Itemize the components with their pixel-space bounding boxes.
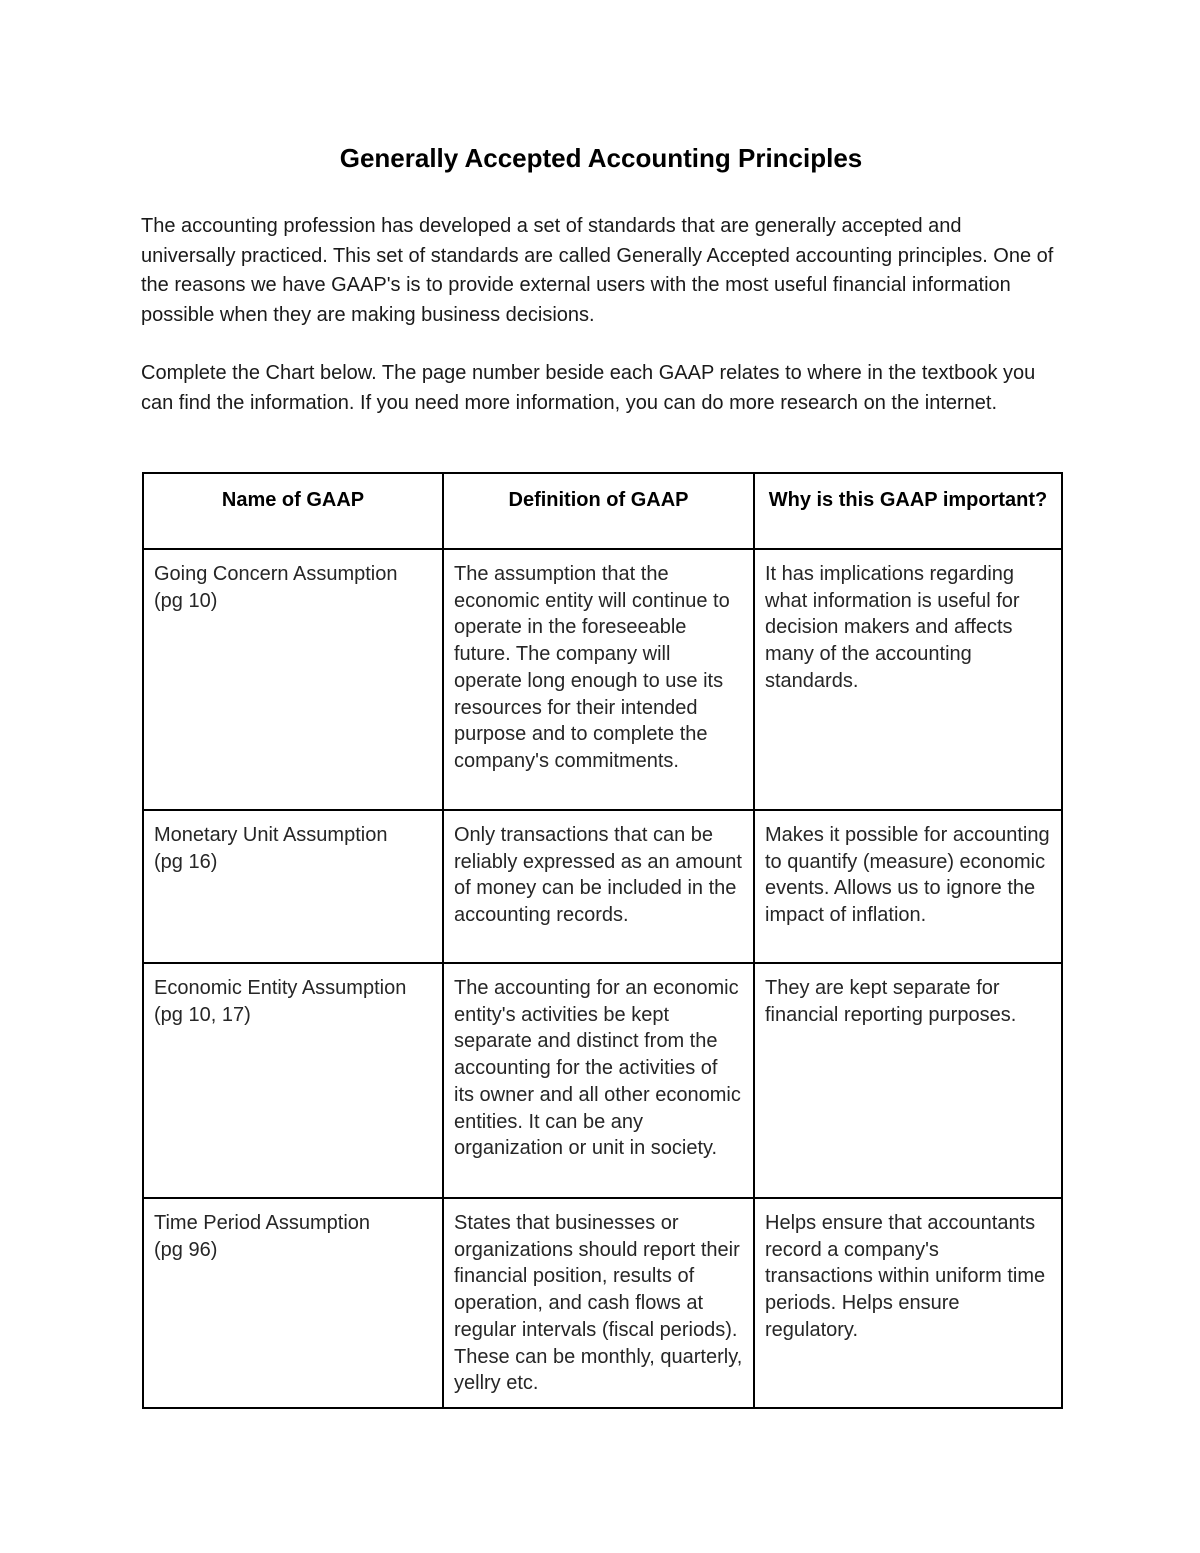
gaap-definition-cell: The assumption that the economic entity will continue to operate in the foreseeable future. The company will operate long enough to use its resources for their intended purpose and to complete the company's commitments.: [443, 549, 754, 810]
gaap-name-cell: [143, 963, 443, 1198]
gaap-definition-cell: The accounting for an economic entity's activities be kept separate and distinct from the accounting for the activities of its owner and all other economic entities. It can be any organization or unit in society.: [443, 963, 754, 1198]
document-body: [141, 138, 1061, 418]
table-row: [143, 810, 1062, 963]
gaap-page-ref: (pg 10, 17): [154, 1003, 251, 1026]
table-row: [143, 1198, 1062, 1408]
gaap-page-ref: (pg 96): [154, 1238, 218, 1261]
table-header-row: [143, 473, 1062, 549]
table-row: [143, 549, 1062, 810]
intro-paragraph: The accounting profession has developed a set of standards that are generally accepted and universally practiced. This set of standards are called Generally Accepted accounting principles. One of the reasons we have GAAP's is to provide external users with the most useful financial information possible when they are making business decisions.: [141, 215, 1054, 326]
page-title: Generally Accepted Accounting Principles: [339, 143, 863, 173]
gaap-name: Time Period Assumption: [154, 1212, 371, 1234]
gaap-page-ref: (pg 10): [154, 589, 218, 612]
header-definition-of-gaap: Definition of GAAP: [443, 473, 754, 549]
gaap-table: [142, 472, 1063, 1409]
gaap-page-ref: (pg 16): [154, 850, 218, 873]
header-name-of-gaap: Name of GAAP: [143, 473, 443, 549]
gaap-definition-cell: Only transactions that can be reliably expressed as an amount of money can be included in the accounting records.: [443, 810, 754, 963]
gaap-importance-cell: Helps ensure that accountants record a company's transactions within uniform time periods. Helps ensure regulatory.: [754, 1198, 1062, 1408]
gaap-name-cell: [143, 549, 443, 810]
gaap-importance-cell: They are kept separate for financial reporting purposes.: [754, 963, 1062, 1198]
table-row: [143, 963, 1062, 1198]
gaap-importance-cell: Makes it possible for accounting to quantify (measure) economic events. Allows us to ignore the impact of inflation.: [754, 810, 1062, 963]
gaap-name: Going Concern Assumption: [154, 563, 398, 585]
gaap-definition-cell: States that businesses or organizations should report their financial position, results of operation, and cash flows at regular intervals (fiscal periods). These can be monthly, quarterly, yellry etc.: [443, 1198, 754, 1408]
instructions-paragraph: Complete the Chart below. The page number beside each GAAP relates to where in the textbook you can find the information. If you need more information, you can do more research on the internet.: [141, 362, 1036, 414]
header-why-important: Why is this GAAP important?: [754, 473, 1062, 549]
gaap-importance-cell: It has implications regarding what information is useful for decision makers and affects many of the accounting standards.: [754, 549, 1062, 810]
gaap-name: Economic Entity Assumption: [154, 977, 407, 999]
gaap-name-cell: [143, 810, 443, 963]
gaap-name-cell: [143, 1198, 443, 1408]
gaap-name: Monetary Unit Assumption: [154, 824, 388, 846]
